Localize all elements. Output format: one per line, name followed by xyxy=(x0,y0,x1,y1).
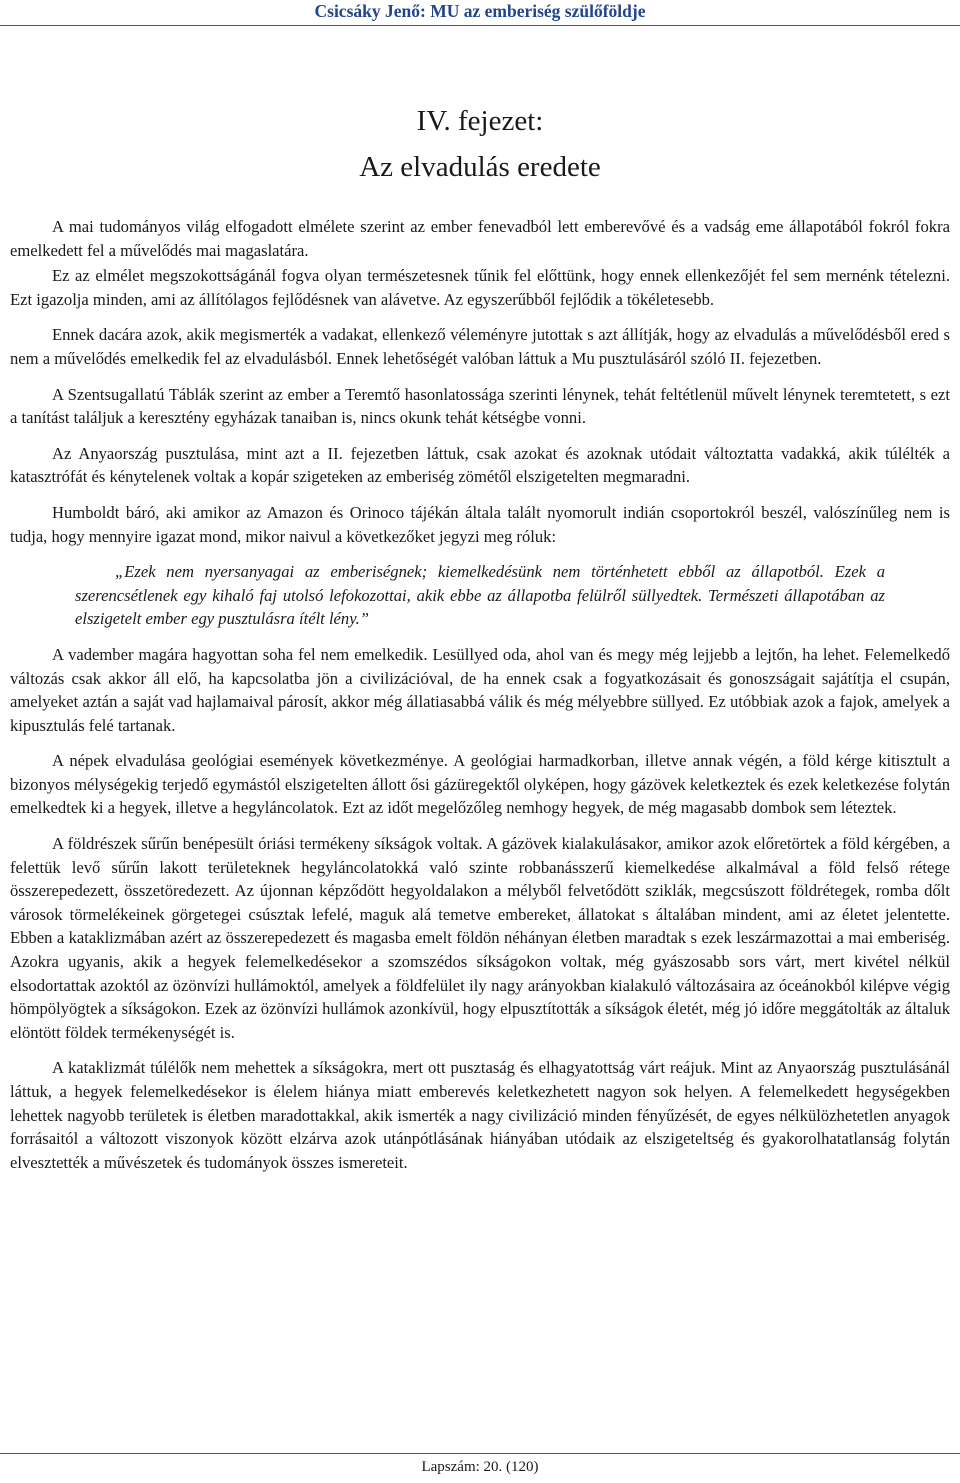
chapter-title: Az elvadulás eredete xyxy=(359,151,601,183)
chapter-body xyxy=(10,215,950,1186)
paragraph: Ez az elmélet megszokottságánál fogva olyan természetesnek tűnik fel előttünk, hogy ennek ellenkezőjét fel sem mernénk tételezni. Ezt igazolja minden, ami az állítólagos fejlődésnek van alávetve. Az egyszerűbből fejlődik a tökéletesebb. xyxy=(10,266,950,309)
footer-divider xyxy=(0,1453,960,1454)
paragraph: A Szentsugallatú Táblák szerint az ember a Teremtő hasonlatossága szerinti lénynek, tehát feltétlenül művelt lénynek teremtetett, s ezt a tanítást találjuk a keresztény egyházak tanaiban is, nincs okunk tehát kétségbe vonni. xyxy=(10,384,950,428)
chapter-number: IV. fejezet: xyxy=(416,105,544,137)
block-quote: „Ezek nem nyersanyagai az emberiségnek; kiemelkedésünk nem történhetett ebből az állapotból. Ezek a szerencsétlenek egy kihaló faj utolsó lefokozottai, akik ebbe az állapotba felülről süllyedtek. Természeti állapotában az elszigetelt ember egy pusztulásra ítélt lény.” xyxy=(75,562,885,629)
header-divider xyxy=(0,25,960,26)
paragraph: Ennek dacára azok, akik megismerték a vadakat, ellenkező véleményre jutottak s azt állítják, hogy az elvadulás a művelődésből ered s nem a művelődés emelkedik fel az elvadulásból. Ennek lehetőségét valóban láttuk a Mu pusztulásáról szóló II. fejezetben. xyxy=(10,325,950,368)
paragraph: A földrészek sűrűn benépesült óriási termékeny síkságok voltak. A gázövek kialakulásakor, amikor azok előretörtek a föld kérgében, a felettük levő sűrűn lakott területeknek hegyláncolatokká való szinte robbanásszerű kiemelkedése alkalmával a föld felső rétege összerepedezett, összetöredezett. Az újonnan képződött hegyoldalakon a mélyből felvetődött sziklák, megcsúszott földrétegek, romba dőlt városok törmelékeinek görgetegei csúsztak lefelé, maguk alá temetve embereket, állatokat s általában mindent, ami az életet jelentette. Ebben a kataklizmában azért az összerepedezett és magasba emelt földön néhányan életben maradtak s ezek leszármazottai a mai emberiség. Azokra ugyanis, akik a hegyek felemelkedésekor a szomszédos síkságokon voltak, még gyászosabb sors várt, mert kivétel nélkül elsodortattak azoktól az özönvízi hullámoktól, amelyek a földfelület ily nagy arányokban kialakuló változásaira az óceánokból kilépve végig hömpölyögtek a síkságokon. Ezek az özönvízi hullámok azonkívül, hogy elpusztították a síkságok életét, még jó időre meggátolták az általuk elöntött földek termékenységét is. xyxy=(10,834,950,1042)
page-number: Lapszám: 20. (120) xyxy=(421,1459,539,1475)
paragraph: Humboldt báró, aki amikor az Amazon és Orinoco tájékán általa talált nyomorult indián csoportokról beszél, valószínűleg nem is tudja, hogy mennyire igazat mond, mikor naivul a következőket jegyzi meg róluk: xyxy=(10,502,950,546)
paragraph: Az Anyaország pusztulása, mint azt a II. fejezetben láttuk, csak azokat és azoknak utódait változtatta vadakká, akik túlélték a katasztrófát és kénytelenek voltak a kopár szigeteken az emberiség zömétől elszigetelten megmaradni. xyxy=(10,443,950,487)
running-header: Csicsáky Jenő: MU az emberiség szülőföldje xyxy=(314,1,646,21)
paragraph: A népek elvadulása geológiai események következménye. A geológiai harmadkorban, illetve annak végén, a föld kérge kitisztult a bizonyos mélységekig terjedő egymástól elszigetelten állott ősi gázüregektől olyképen, hogy gázövek keletkeztek és ezek keletkezése folytán emelkedtek ki a hegyek, illetve a hegyláncolatok. Ezt az időt megelőzőleg nemhogy hegyek, de még magasabb dombok sem léteztek. xyxy=(10,751,950,818)
paragraph: A mai tudományos világ elfogadott elmélete szerint az ember fenevadból lett emberevővé és a vadság eme állapotából fokról fokra emelkedett fel a művelődés mai magaslatára. xyxy=(10,217,950,260)
paragraph: A kataklizmát túlélők nem mehettek a síkságokra, mert ott pusztaság és elhagyatottság várt reájuk. Mint az Anyaország pusztulásánál láttuk, a hegyek felemelkedésekor is élelem hiánya miatt emberevés keletkezhetett nagyon sok helyen. A felemelkedett hegységekben lehettek nagyobb területek is életben maradottakkal, akik ismerték a nagy civilizáció minden fényűzését, de egyes nélkülözhetetlen anyagok forrásaitól a változott viszonyok között elzárva azok utánpótlásának hiányában utódaik az elszigeteltség és gyakorolhatatlanság folytán elvesztették a művészetek és tudományok összes ismereteit. xyxy=(10,1058,950,1172)
paragraph: A vadember magára hagyottan soha fel nem emelkedik. Lesüllyed oda, ahol van és megy még lejjebb a lejtőn, ha lehet. Felemelkedő változás csak akkor áll elő, ha kapcsolatba jön a civilizációval, de ha ennek csak a fogyatkozásait és gonoszságait sajátítja el csupán, amelyeket aztán a saját vad hajlamaival párosít, akkor még állatiasabbá válik és még mélyebbre süllyed. Ez utóbbiak azok a fajok, amelyek a kipusztulás felé tartanak. xyxy=(10,644,950,735)
